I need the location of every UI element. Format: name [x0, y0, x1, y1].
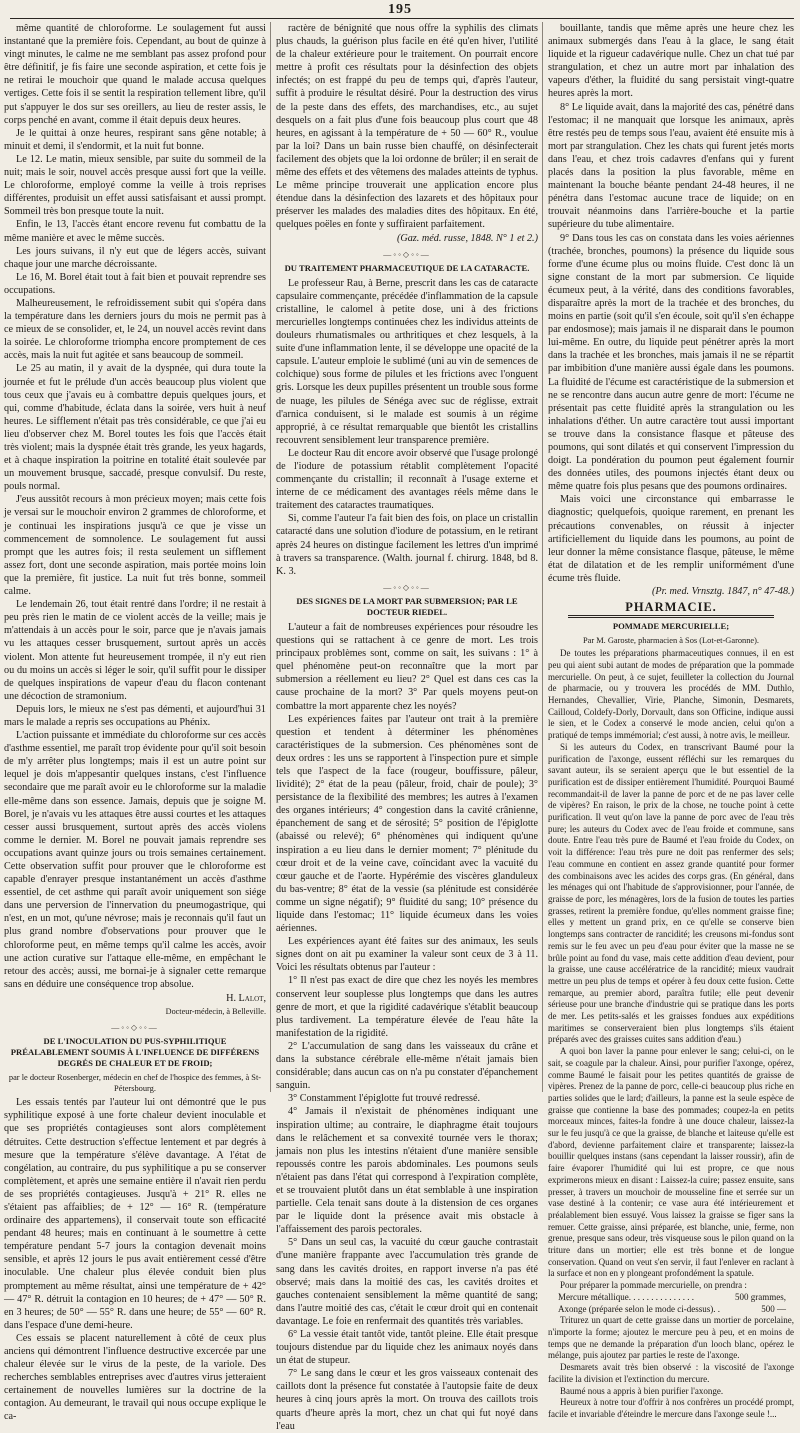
- column-middle: [276, 22, 538, 1432]
- paragraph: ractère de bénignité que nous offre la syphilis des climats plus chauds, la guérison plus facile en été qu'en hiver, l'utilité de la chaleur extérieure pour le traitement. On pourrait encore mettre à profit ces résultats pour la désinfection des objets infectés; on est frappé du peu de temps qui, d'après l'auteur, suffit à produire le résultat désiré. Pour la destruction des virus de la peste dans des effets, des marchandises, etc., au sujet desquels on a fait plus d'une fois beaucoup plus court que 48 heures, en agissant à la température de + 50 — 60° R., voulue par la loi? Dans un bain russe bien chauffé, on désinfecterait facilement des objets que la loi ordonne de brûler; il en serait de même des effets et des vêtemens des malades atteints de typhus. Le même principe trouverait une application encore plus étendue dans la désinfection des lazarets et des hôpitaux pour préserver les malades des maladies dites des hôpitaux. En été, quelques poëles en fonte y suffiraient parfaitement.: [276, 23, 538, 231]
- formula-quantity: 500 —: [761, 1303, 786, 1314]
- paragraph: De toutes les préparations pharmaceutiques connues, il en est peu qui aient subi autant de modes de préparation que la pommade mercurielle. On peut, à ce sujet, feuilleter la collection du Journal de pharmacie, ou y trouvera les procédés de MM. Duthlo, Hernandes, Chevallier, Virie, Planche, Simonin, Desmarets, Cailloud, Coldefy-Dorly, Dorvault, dans son Officine, indique aussi le sien, et le Codex a conservé le mode ancien, celui qu'on a pratiqué de temps immémorial; c'est aussi, à notre avis, le meilleur.: [548, 648, 794, 741]
- paragraph: Enfin, le 13, l'accès étant encore revenu fut combattu de la même manière et avec le même succès.: [4, 219, 266, 244]
- paragraph: même quantité de chloroforme. Le soulagement fut aussi instantané que la première fois. Cependant, au bout de quinze à vingt minutes, le calme ne me semblant pas assez profond pour être définitif, je fis faire une seconde aspiration, et cette fois je ne retirai le mouchoir que quand le malade accusa quelques vertiges. Cette fois il se sentit la respiration tellement libre, qu'il put s'appuyer le dos sur ses oreillers, au lieu de rester assis, le corps penché en avant, comme il était depuis deux heures.: [4, 23, 266, 126]
- paragraph: J'eus aussitôt recours à mon précieux moyen; mais cette fois je versai sur le mouchoir environ 2 grammes de chloroforme, et je continuai les inspirations jusqu'à ce que je visse un commencement de somnolence. Le soulagement fut aussi prompt que les autres fois; il resta seulement un sifflement assez fort, dont une seconde aspiration, mais portée moins loin que la première, fit justice. La nuit fut très bonne, sommeil calme.: [4, 494, 266, 598]
- paragraph: Les expériences faites par l'auteur ont trait à la première question et tendent à déterminer les phénomènes caractéristiques de la submersion. Ces phénomènes sont de deux ordres : les uns se rapportent à l'inspection pure et simple tels que l'aspect de la face (rougeur, bouffissure, pâleur, lividité); 2° état de la peau (pâleur, froid, chair de poule); 3° persistance de la flexibilité des membres; les autres à l'examen des organes intérieurs; 4° congestion dans la cavité crânienne, épanchement de sang et de sérosité; 5° position de l'épiglotte (abaissé ou relevé); 6° phénomènes qui indiquent qu'une inspiration a eu lieu dans le dernier moment; 7° plénitude du cœur droit et de la veine cave, coïncidant avec la vacuité du cœur gauche et de l'aorte. Hypérémie des viscères glanduleux du bas-ventre; 8° état de la vessie (sa plénitude est considérée comme un signe négatif); 9° fluidité du sang; 10° présence du liquide dans l'estomac; 11° liquide écumeux dans les voies aériennes.: [276, 713, 538, 935]
- article-title: POMMADE MERCURIELLE;: [612, 621, 730, 632]
- formula-ingredient: Mercure métallique. . . . . . . . . . . . . . .: [558, 1291, 694, 1302]
- paragraph: Depuis lors, le mieux ne s'est pas démenti, et aujourd'hui 31 mars le malade a repris ses occupations au Phénix.: [4, 703, 266, 728]
- column-separator: [542, 22, 543, 1092]
- source-citation: (Pr. med. Vrnsztg. 1847, n° 47-48.): [652, 586, 794, 598]
- author-signature: H. Lalot,: [226, 992, 266, 1004]
- paragraph: 6° La vessie était tantôt vide, tantôt pleine. Elle était presque toujours distendue par du liquide chez les animaux noyés dans un état de stupeur.: [276, 1329, 538, 1367]
- column-left: [4, 22, 266, 1423]
- page-number: 195: [388, 2, 412, 17]
- formula-quantity: 500 grammes,: [735, 1291, 786, 1302]
- header-rule: [10, 18, 794, 19]
- paragraph: Le 12. Le matin, mieux sensible, par suite du sommeil de la nuit; mais le soir, nouvel accès presque aussi fort que la veille. Le chloroforme, employé comme la veille à trois reprises différentes, produisit un effet aussi satisfaisant et aussi prompt. Sommeil très bon presque toute la nuit.: [4, 153, 266, 218]
- paragraph: Le professeur Rau, à Berne, prescrit dans les cas de cataracte capsulaire commençante, précédée d'inflammation de la capsule cristalline, le calomel à petite dose, uni à des frictions mercurielles longtemps continuées chez les individus atteints de douleurs rhumatismales ou arthritiques et chez lesquels, à la suite d'une inflammation lente, il se développe une opacité de la capsule. L'auteur emploie le sublimé (uni au vin de semences de colchique) sous forme de pilules et les frictions avec l'onguent gris. Lorsque les deux pupilles présentent un trouble sous forme de nuage, les pilules de Sénéga avec suc de réglisse, extrait d'arnica conduisent, si le malade est soumis à un régime approprié, à ce résultat remarquable que bientôt les cristallins recouvrent sensiblement leur transparence première.: [276, 277, 538, 446]
- paragraph: 3° Constamment l'épiglotte fut trouvé redressé.: [288, 1093, 481, 1105]
- paragraph: Pour préparer la pommade mercurielle, on prendra :: [560, 1280, 747, 1291]
- ornament-divider: —◦◦◇◦◦—: [383, 582, 431, 592]
- paragraph: bouillante, tandis que même après une heure chez les animaux submergés dans l'eau à la glace, le sang était liquide et la rigueur cadavérique nulle. Chez un chat tué par strangulation, et chez un autre mort par inhalation des vapeurs d'éther, la fluidité du sang persistait vingt-quatre heures après la mort.: [548, 23, 794, 100]
- article-title: DES SIGNES DE LA MORT PAR SUBMERSION; PAR LE DOCTEUR RIEDEL.: [296, 595, 518, 617]
- ornament-divider: —◦◦◇◦◦—: [383, 249, 431, 259]
- paragraph: Desmarets avait très bien observé : la viscosité de l'axonge facilite la division et l'extinction du mercure.: [548, 1362, 794, 1384]
- paragraph: 5° Dans un seul cas, la vacuité du cœur gauche contrastait d'une manière frappante avec l'accumulation très grande de sang dans les cavités droites, en rapport inverse n'a pas été observé; mais dans la moitié des cas, les cavités droites et gauches contenaient sensiblement la même quantité de sang; dans l'autre moitié des cas, c'était le cœur droit qui en contenait davantage. Le foie en renfermait des quantités très variables.: [276, 1237, 538, 1327]
- paragraph: Les expériences ayant été faites sur des animaux, les seuls signes dont on ait pu examiner la valeur sont ceux de 3 à 11. Voici les résultats obtenus par l'auteur :: [276, 936, 538, 974]
- paragraph: Baumé nous a appris à bien purifier l'axonge.: [560, 1385, 724, 1396]
- section-rule: [568, 615, 774, 618]
- paragraph: Si, comme l'auteur l'a fait bien des fois, on place un cristallin cataracté dans une solution d'iodure de potassium, en le retirant après 24 heures on distingue facilement les lettres d'un imprimé à travers sa transparence. (Walth. journal f. chirurg. 1848, bd 8. K. 3.: [276, 513, 538, 577]
- paragraph: Le 25 au matin, il y avait de la dyspnée, qui dura toute la journée et fut le prélude d'un accès beaucoup plus violent que tous ceux que j'avais eu à combattre depuis quelques jours, et qui, comme d'habitude, éclata dans la soirée, vers huit à neuf heures. Le sifflement n'était pas très considérable, ce que j'ai eu lieu d'observer chez M. Borel toutes les fois que l'accès était très violent; mais la dyspnée était très grande, les yeux hagards, et à chaque inspiration la poitrine en totalité était soulevée par un mouvement brusque, saccadé, presque convulsif. Du reste, pouls normal.: [4, 363, 266, 493]
- article-byline: Par M. Garoste, pharmacien à Sos (Lot-et-Garonne).: [582, 636, 760, 646]
- article-title: DU TRAITEMENT PHARMACEUTIQUE DE LA CATARACTE.: [284, 262, 530, 273]
- paragraph: 8° Le liquide avait, dans la majorité des cas, pénétré dans l'estomac; il ne manquait que lorsque les animaux, après être restés peu de temps sous l'eau, avaient été ensuite mis à mort par strangulation. Chez les chats qui furent jetés morts dans l'eau, et chez trois cadavres d'enfans qui y furent placés dans la position la plus favorable, même en maintenant la bouche béante pendant 24-48 heures, il ne pénétra dans l'estomac aucune trace de liquide; on en trouvait néanmoins dans l'arrière-bouche et la partie supérieure du tube alimentaire.: [548, 101, 794, 231]
- column-right: [548, 22, 794, 1419]
- paragraph: Si les auteurs du Codex, en transcrivant Baumé pour la purification de l'axonge, eussent réfléchi sur les remarques du savant auteur, ils se seraient aperçu que le but essentiel de la purification est de dissiper entièrement l'humidité. Pourquoi Baumé recommandait-il de laver la panne de porc et de ne pas laver celle de vipères? En raison, le prix de la chose, ne touche point à cette purification. Il veut qu'on lave la panne de porc avec de l'eau très pure; les auteurs du Codex avec de l'eau froide et commune, sans doute. Entre l'eau très pure de Baumé et l'eau froide du Codex, on voit la différence: l'eau très pure ne doit pas renfermer des sels; l'eau commune en contient en assez grande quantité pour former des combinaisons avec les acides des corps gras. (En général, dans les ménages qui ont l'habitude de s'approvisionner, pour l'année, de graisse de porc, les ménagères, lors de la fusion de toutes les parties grasses, retirent la première fondue, qu'elles nomment graisse fine; elles y mettent un grand prix, en ce qu'elle se conserve bien longtemps sans contracter de rancidité; les creusons mi-fondus sont remis sur le feu avec un peu d'eau pour éviter que la masse ne se brûle point au fond du vase, mais cette addition d'eau devient, pour la graisse, une cause accélératrice de la rancidité; mieux vaudrait mettre un peu plus de temps et opérer à feu doux cette fusion. Cette remarque, au premier abord, paraîtra futile; elle peut devenir sérieuse pour une branche d'industrie qui se pratique dans les ports de mer. Les petits-salés et les graisses fondues aux expéditions maritimes se conserveraient bien plus longtemps s'ils étaient préparés avec des graisses cuites sans addition d'eau.): [548, 741, 794, 1045]
- paragraph: Je le quittai à onze heures, respirant sans gêne notable; à minuit et demi, il s'endormit, et la nuit fut bonne.: [4, 127, 266, 152]
- paragraph: Le 16, M. Borel était tout à fait bien et pouvait reprendre ses occupations.: [4, 271, 266, 296]
- paragraph: L'action puissante et immédiate du chloroforme sur ces accès d'asthme essentiel, me paraît trop évidente pour qu'il soit besoin de m'y arrêter plus longtemps; mais il est un autre point sur lequel je dois m'appesantir quelques instans, c'est l'influence secondaire que me paraît avoir eu le chloroforme sur la maladie elle-même dans son essence. Jamais, depuis que je soigne M. Borel, je n'avais vu les attaques être aussi courtes et les attaques cesser aussi brusquement, surtout après des accès violens comme le dernier. M. Borel ne pouvait jamais reprendre ses occupations avant quinze jours ou trois semaines certainement. Cette observation suffit pour prouver que le chloroforme est capable d'enrayer presque instantanément un accès d'asthme essentiel, de cet asthme qui paraît avoir uniquement son siége dans une perversion de l'innervation du pneumogastrique, qui n'est, en un mot, qu'une névrose; mais je reconnais qu'il faut un plus grand nombre d'observations pour prouver que le chloroforme peut, en même temps qu'il calme les accès, avoir une action curative sur l'attaque elle-même, en empêchant le retour des accès; aussi, me bornai-je à signaler cette remarque sans en déduire une conséquence trop absolue.: [4, 730, 266, 990]
- paragraph: Les essais tentés par l'auteur lui ont démontré que le pus syphilitique exposé à une forte chaleur devient inoculable et que ses propriétés contagieuses sont alors complètement détruites. Cette destruction s'effectue lentement et par degrés à mesure que la température s'élève davantage. A l'état de congélation, au contraire, du pus syphilitique a pu se conserver complètement, et après une semaine entière il n'avait rien perdu de ses propriétés contagieuses. Jusqu'à + 21° R. elles ne s'étaient pas affaiblies; de + 12° — 16° R. (température ordinaire des appartemens), il conservait toute son efficacité pendant 48 heures; mais en continuant à le soumettre à cette température pendant 5-7 jours la contagion devenait moins sensible, et après 12 jours le pus avait entièrement cessé d'être inoculable. Une chaleur plus élevée conduit bien plus promptement au même résultat, ainsi une température de + 42° — 47° R. détruit la contagion en 10 heures; de + 47° — 50° R. en 3 heures; de 50° — 55° R. dans une heure; de 55° — 60° R. dans l'espace d'une demi-heure.: [4, 1097, 266, 1331]
- article-title: DE L'INOCULATION DU PUS-SYPHILITIQUE PRÉALABLEMENT SOUMIS À L'INFLUENCE DE DIFFÉRENS DEGRÉS DE CHALEUR ET DE FROID;: [10, 1036, 260, 1069]
- paragraph: A quoi bon laver la panne pour enlever le sang; celui-ci, on le sait, se coagule par la chaleur. Ainsi, pour purifier l'axonge, opérez, comme Baumé le faisait pour les petites quantités de graisse de vipères. Prenez de la panne de porc, celle-ci beaucoup plus riche en parties solides que le lard; d'ailleurs, la panne est la seule espèce de graisse que contienne la base des pommades; coupez-la en petits morceaux minces, faites-la fondre à une douce chaleur, laissez-la sur le feu jusqu'à ce que la graisse, de blanche et laiteuse qu'elle est d'abord, devienne parfaitement claire et transparente; laissez-la bouillir quelques instans (sans cependant la laisser roussir), afin de faire évaporer l'humidité qui lui est propre, ce que nous exprimerons mieux en disant : Laissez-la cuire; passez ensuite, sans presser, à travers un mouchoir de mousseline fine et serrée sur un vase destiné à la contenir; ce vase aura été intérieurement et préalablement bien essuyé. Vous laissez la graisse se figer sans la remuer. Cette graisse, ainsi préparée, est blanche, unie, ferme, non grenue, presque sans odeur, très visqueuse sous le pilon quand on la triture dans un mortier; elle est très bonne et de longue conservation. Quand on veut s'en servir, il faut l'enlever en raclant à la surface et non en y plongeant profondément la spatule.: [548, 1046, 794, 1279]
- formula-line: [548, 1304, 794, 1316]
- paragraph: 4° Jamais il n'existait de phénomènes indiquant une inspiration ultime; au contraire, le diaphragme était toujours dans le relâchement et sa convexité tournée vers le thorax; jamais non plus les intestins n'étaient d'une manière sensible repoussés contre les parois abdominales. Les poumons seuls n'étaient pas dans l'état qui correspond à l'expiration complète, et se trouvaient plutôt dans un état semblable à une inspiration partielle. Cela tenait sans doute à la distension de ces organes par le liquide dont la présence avait mis obstacle à l'affaissement des parois pectorales.: [276, 1106, 538, 1236]
- paragraph: L'auteur a fait de nombreuses expériences pour résoudre les questions qui se rattachent à ce genre de mort. Les trois principaux problèmes sont, comme on sait, les suivans : 1° à quel phénomène peut-on reconnaître que la mort par submersion a réellement eu lieu? 2° Quel est dans ces cas la cause prochaine de la mort? 3° Par quels moyens peut-on combattre la mort apparente chez les noyés?: [276, 621, 538, 712]
- formula-ingredient: Axonge (préparée selon le mode ci-dessus). .: [558, 1303, 720, 1314]
- author-affiliation: Docteur-médecin, à Belleville.: [165, 1007, 266, 1017]
- formula-line: [548, 1292, 794, 1304]
- paragraph: Ces essais se placent naturellement à côté de ceux plus anciens qui démontrent l'influence destructive excercée par une chaleur élevée sur le virus de la peste, de la variole. Des recherches semblables entreprises avec d'autres virus jetteraient certainement de nouvelles lumières sur la doctrine de la contagion. Au demeurant, le travail qui nous occupe explique le ca-: [4, 1332, 266, 1423]
- paragraph: Le docteur Rau dit encore avoir observé que l'usage prolongé de l'iodure de potassium rétablit complètement l'opacité commençante du cristallin; il reconnaît à l'usage externe et interne de ce médicament des avantages réels même dans le traitement des cataractes traumatiques.: [276, 447, 538, 512]
- paragraph: Les jours suivans, il n'y eut que de légers accès, suivant chaque jour une marche décroissante.: [4, 245, 266, 270]
- paragraph: 7° Le sang dans le cœur et les gros vaisseaux contenait des caillots dont la présence fut constatée à l'autopsie faite de deux heures à cinq jours après la mort. On trouva des caillots trois quarts d'heure après la mort, chez un chat qui fut noyé dans l'eau: [276, 1368, 538, 1432]
- paragraph: 1° Il n'est pas exact de dire que chez les noyés les membres conservent leur souplesse plus longtemps que dans les autres genre de mort, et que la rigidité cadavérique s'établit beaucoup plus tardivement. La température élevée de l'eau hâte la manifestation de la rigidité.: [276, 975, 538, 1039]
- column-separator: [270, 22, 271, 1092]
- paragraph: Triturez un quart de cette graisse dans un mortier de porcelaine, n'importe la forme; ajoutez le mercure peu à peu, et en moins de temps que ne demande la préparation d'un looch blanc, opérez le mélange, puis ajoutez par parties le reste de l'axonge.: [548, 1315, 794, 1361]
- source-citation: (Gaz. méd. russe, 1848. N° 1 et 2.): [396, 232, 538, 244]
- ornament-divider: —◦◦◇◦◦—: [111, 1023, 159, 1033]
- section-heading: PHARMACIE.: [625, 600, 717, 615]
- paragraph: Malheureusement, le refroidissement subit qui s'opéra dans la température dans les derniers jours du mois ne permit pas à ce mieux de se consolider, et, le 24, un nouvel accès revint dans la soirée. Le chloroforme triompha encore promptement de ces accès, mais la nuit fut agitée et sans beaucoup de sommeil.: [4, 297, 266, 362]
- paragraph: Mais voici une circonstance qui embarrasse le diagnostic; quelquefois, quoique rarement, en prenant les précautions convenables, on réussit à injecter artificiellement du liquide dans les poumons, au point de leur donner la même consistance flasque, pâteuse, le même état de dilatation et de les remplir uniformément d'une écume très fluide.: [548, 494, 794, 584]
- paragraph: Le lendemain 26, tout était rentré dans l'ordre; il ne restait à peu près rien le matin de ce violent accès de la veille; mais je m'attendais à un accès pour le soir, parce que je n'avais jamais vu les attaques cesser brusquement, surtout après un accès violent. Mon attente fut heureusement trompée, il n'y eut rien ou du moins un accès si léger le soir, qu'il suffit pour le dissiper de quelques inspirations de vapeur d'eau du flacon contenant une décoction de stramonium.: [4, 599, 266, 702]
- article-byline: par le docteur Rosenberger, médecin en chef de l'hospice des femmes, à St-Pétersbourg.: [8, 1073, 262, 1094]
- paragraph: 2° L'accumulation de sang dans les vaisseaux du crâne et dans la substance cérébrale elle-même n'était jamais bien considérable; dans aucun cas on n'a pu constater d'épanchement sanguin.: [276, 1040, 538, 1092]
- paragraph: Heureux à notre tour d'offrir à nos confrères un procédé prompt, facile et invariable d'éteindre le mercure dans l'axonge seule !...: [548, 1397, 794, 1419]
- paragraph: 9° Dans tous les cas on constata dans les voies aériennes (trachée, bronches, poumons) la présence du liquide sous forme d'une écume plus ou moins fluide. C'est donc là un signe constant de la mort par submersion. Ce liquide écumeux peut, à la vérité, dans des conditions favorables, disparaître après la mort de la trachée et des bronches, du moins en partie (soit qu'il s'en écoule, soit qu'il s'en échappe par endosmose); mais jamais il ne disparait dans le poumon lui-même. En outre, du liquide peut pénétrer après la mort dans la trachée et les bronches, mais jamais il ne se répartit par imbibition d'une manière aussi égale dans les poumons. La fluidité de l'écume est caractéristique de la submersion et ne se rencontre dans aucun autre genre de mort: l'écume ne présentait pas cette fluidité après la strangulation ou les inhalations d'éther. Un autre caractère tout aussi important se trouve dans la consistance flasque et pâteuse des poumons, qui sont dilatés et qui conservent l'impression du doigt. La pondération du poumon peut également fournir des données utiles, des poumons injectés étant deux ou même quatre fois plus pesans que des poumons ordinaires.: [548, 232, 794, 493]
